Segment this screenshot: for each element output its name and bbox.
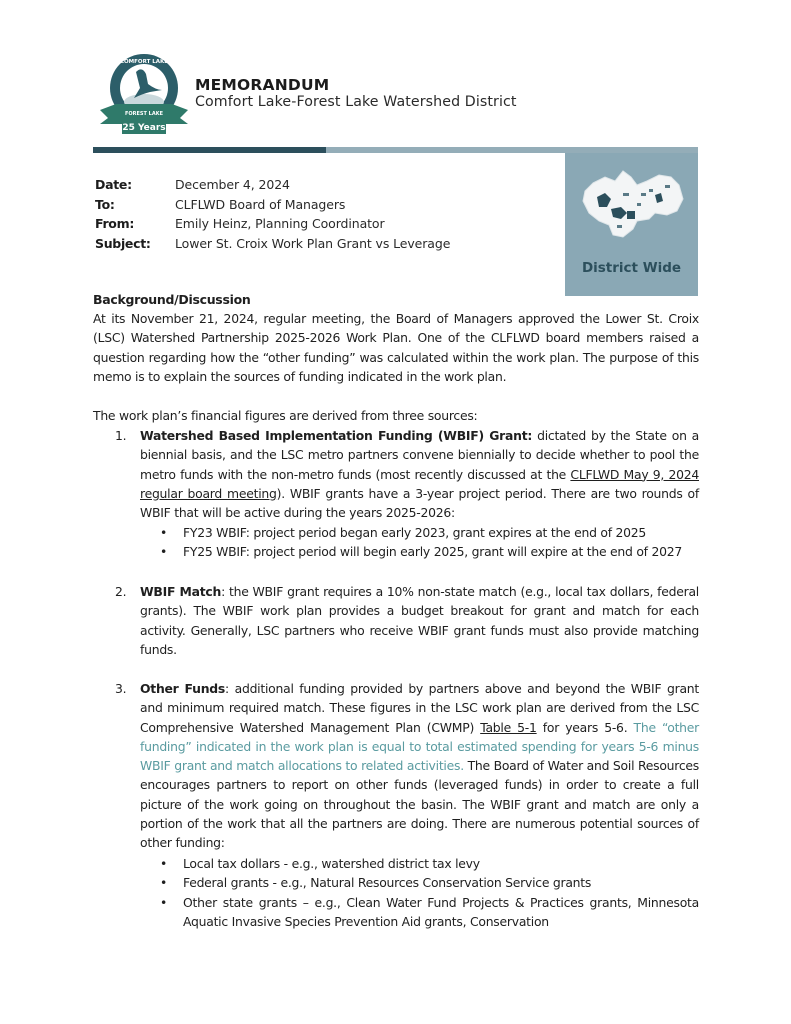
item-body	[140, 679, 699, 853]
bullet-text: Other state grants – e.g., Clean Water Fund Projects & Practices grants, Minnesota Aquatic Invasive Species Prevention Aid grants, Conservation	[183, 894, 699, 929]
bullet-text: Local tax dollars - e.g., watershed district tax levy	[183, 856, 480, 871]
bullet-icon: •	[160, 875, 168, 891]
list-item	[140, 893, 699, 932]
table-5-1-link[interactable]: Table 5-1	[480, 719, 537, 735]
item-title: Watershed Based Implementation Funding (WBIF) Grant:	[140, 428, 533, 443]
date-value: December 4, 2024	[175, 177, 290, 192]
item-title: Other Funds	[140, 681, 226, 696]
item-text: dictated by the State on a biennial basis, and the LSC metro partners convene biennially to decide whether to pool the metro funds with the non-metro funds (most recently discussed at the	[140, 428, 699, 482]
list-item	[140, 854, 699, 873]
highlighted-text: The “other funding” indicated in the work plan is equal to total estimated spending for years 5-6 minus WBIF grant and match allocations to related activities.	[140, 719, 700, 774]
subject-value: Lower St. Croix Work Plan Grant vs Leverage	[175, 235, 451, 251]
subject-label: Subject:	[95, 235, 151, 251]
date-label: Date:	[95, 177, 132, 192]
bullet-icon: •	[160, 894, 168, 910]
board-meeting-link[interactable]: CLFLWD May 9, 2024 regular board meeting	[140, 466, 699, 501]
svg-text:COMFORT LAKE: COMFORT LAKE	[119, 59, 169, 65]
bullet-text: FY25 WBIF: project period will begin early 2025, grant will expire at the end of 2027	[183, 544, 682, 560]
from-label: From:	[95, 216, 135, 231]
item-number: 3.	[115, 681, 127, 696]
item-text: : the WBIF grant requires a 10% non-state match (e.g., local tax dollars, federal grants). The WBIF work plan provides a budget breakout for grant and match for each activity. Generally, LSC partners who receive WBIF grant funds must also provide matching funds.	[140, 584, 699, 657]
item-text: ). WBIF grants have a 3-year project period. There are two rounds of WBIF that will be active during the years 2025-2026:	[140, 485, 699, 521]
item-number: 2.	[115, 584, 127, 599]
svg-text:25 Years: 25 Years	[122, 123, 166, 133]
list-item	[140, 873, 699, 892]
item-text: for years 5-6.	[536, 719, 634, 735]
item-body	[140, 582, 699, 659]
list-item	[140, 542, 699, 561]
bullet-icon: •	[160, 525, 168, 540]
to-value: CLFLWD Board of Managers	[175, 196, 346, 212]
sources-intro: The work plan’s financial figures are derived from three sources:	[93, 408, 478, 423]
svg-text:FOREST LAKE: FOREST LAKE	[124, 111, 164, 117]
organization-name: Comfort Lake-Forest Lake Watershed District	[195, 94, 517, 110]
from-value: Emily Heinz, Planning Coordinator	[175, 216, 385, 231]
item-number: 1.	[115, 428, 127, 443]
district-map-icon	[575, 163, 687, 248]
bullet-icon: •	[160, 544, 168, 560]
bullet-text: Federal grants - e.g., Natural Resources Conservation Service grants	[183, 875, 592, 891]
bullet-text: FY23 WBIF: project period began early 2023, grant expires at the end of 2025	[183, 525, 647, 540]
item-body	[140, 426, 699, 522]
background-paragraph: At its November 21, 2024, regular meeting, the Board of Managers approved the Lower St. Croix (LSC) Watershed Partnership 2025-2026 Work Plan. One of the CLFLWD board members raised a question regarding how the “other funding” was calculated within the work plan. The purpose of this memo is to explain the sources of funding indicated in the work plan.	[93, 311, 699, 384]
bullet-icon: •	[160, 856, 168, 871]
item-text: The Board of Water and Soil Resources encourages partners to report on other funds (leveraged funds) in order to create a full picture of the work going on throughout the basin. The WBIF grant and match are only a portion of the work that all the partners are doing. There are numerous potential sources of other funding:	[140, 758, 699, 851]
to-label: To:	[95, 196, 115, 212]
other-funding-sources-list	[140, 854, 699, 931]
wbif-rounds-list	[140, 523, 699, 562]
item-title: WBIF Match	[140, 584, 222, 599]
list-item	[140, 523, 699, 542]
clflwd-logo-icon	[96, 52, 192, 138]
item-text: : additional funding provided by partners above and beyond the WBIF grant and minimum required match. These figures in the LSC work plan are derived from the LSC Comprehensive Watershed Management Plan (CWMP)	[140, 681, 699, 735]
district-wide-label: District Wide	[581, 260, 682, 276]
district-wide-badge	[565, 153, 698, 296]
section-heading: Background/Discussion	[93, 292, 251, 307]
header-divider-dark	[93, 147, 326, 153]
memo-title: MEMORANDUM	[195, 76, 330, 94]
